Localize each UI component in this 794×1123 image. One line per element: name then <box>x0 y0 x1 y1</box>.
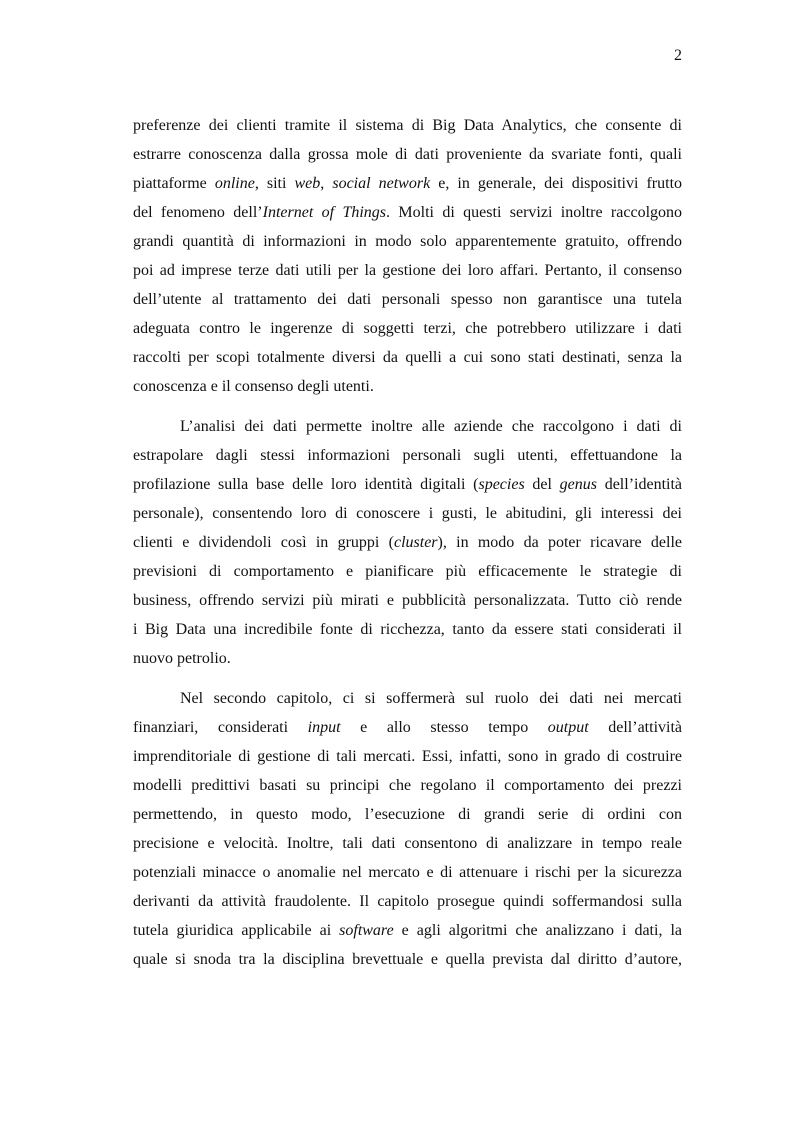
text-line <box>133 285 682 314</box>
text-run: ), in modo da poter ricavare delle <box>437 534 682 551</box>
text-line <box>133 829 682 858</box>
text-line <box>133 887 682 916</box>
text-run: clienti e dividendoli così in gruppi ( <box>133 534 394 551</box>
page-number: 2 <box>674 47 682 64</box>
text-line <box>133 771 682 800</box>
text-run: potenziali minacce o anomalie nel mercato e di attenuare i rischi per la sicurezza <box>133 864 682 881</box>
text-line <box>133 713 682 742</box>
paragraph <box>133 111 682 401</box>
text-line <box>133 945 682 974</box>
text-line <box>133 557 682 586</box>
text-run: dell’identità <box>596 476 683 493</box>
text-run: precisione e velocità. Inoltre, tali dati consentono di analizzare in tempo reale <box>133 835 682 852</box>
text-line <box>133 111 682 140</box>
text-run: poi ad imprese terze dati utili per la gestione dei loro affari. Pertanto, il consenso <box>133 262 682 279</box>
text-line <box>133 742 682 771</box>
text-run: preferenze dei clienti tramite il sistema di Big Data Analytics, che consente di <box>133 117 682 134</box>
text-line <box>133 412 682 441</box>
text-line <box>133 441 682 470</box>
paragraph <box>133 412 682 673</box>
text-line <box>133 586 682 615</box>
text-run: profilazione sulla base delle loro identità digitali ( <box>133 476 479 493</box>
text-line <box>133 528 682 557</box>
text-line <box>133 684 682 713</box>
text-line <box>133 916 682 945</box>
text-run: adeguata contro le ingerenze di soggetti terzi, che potrebbero utilizzare i dati <box>133 320 682 337</box>
text-run: estrarre conoscenza dalla grossa mole di dati proveniente da svariate fonti, quali <box>133 146 682 163</box>
text-line <box>133 256 682 285</box>
text-run: imprenditoriale di gestione di tali mercati. Essi, infatti, sono in grado di costruire <box>133 748 682 765</box>
text-run: business, offrendo servizi più mirati e pubblicità personalizzata. Tutto ciò rende <box>133 592 682 609</box>
text-run: e allo stesso tempo <box>340 719 548 736</box>
italic-term: online <box>214 175 255 192</box>
text-run: quale si snoda tra la disciplina brevettuale e quella prevista dal diritto d’autore, <box>133 951 682 968</box>
text-run: previsioni di comportamento e pianificare più efficacemente le strategie di <box>133 563 682 580</box>
text-run: . Molti di questi servizi inoltre raccolgono <box>386 204 683 221</box>
text-run: dell’utente al trattamento dei dati personali spesso non garantisce una tutela <box>133 291 682 308</box>
text-run: estrapolare dagli stessi informazioni personali sugli utenti, effettuandone la <box>133 447 682 464</box>
text-line <box>133 198 682 227</box>
text-run: personale), consentendo loro di conoscere i gusti, le abitudini, gli interessi dei <box>133 505 682 522</box>
text-line <box>133 615 682 644</box>
text-run: conoscenza e il consenso degli utenti. <box>133 378 374 395</box>
text-run: L’analisi dei dati permette inoltre alle aziende che raccolgono i dati di <box>180 418 682 435</box>
text-run: piattaforme <box>133 175 215 192</box>
text-line <box>133 227 682 256</box>
text-line <box>133 343 682 372</box>
text-run: nuovo petrolio. <box>133 650 231 667</box>
text-run: tutela giuridica applicabile ai <box>133 922 340 939</box>
text-line <box>133 140 682 169</box>
text-run: permettendo, in questo modo, l’esecuzione di grandi serie di ordini con <box>133 806 682 823</box>
text-run: dell’attività <box>588 719 683 736</box>
text-run: e, in generale, dei dispositivi frutto <box>430 175 683 192</box>
italic-term: species <box>478 476 525 493</box>
italic-term: genus <box>559 476 597 493</box>
body-text <box>133 111 682 974</box>
text-line <box>133 858 682 887</box>
italic-term: web <box>294 175 321 192</box>
italic-term: software <box>339 922 394 939</box>
text-run: del fenomeno dell’ <box>133 204 263 221</box>
text-line <box>133 499 682 528</box>
italic-term: social network <box>332 175 431 192</box>
text-run: del <box>524 476 560 493</box>
text-run: Nel secondo capitolo, ci si soffermerà sul ruolo dei dati nei mercati <box>180 690 682 707</box>
text-line <box>133 470 682 499</box>
text-run: grandi quantità di informazioni in modo solo apparentemente gratuito, offrendo <box>133 233 682 250</box>
text-line <box>133 644 682 673</box>
italic-term: cluster <box>393 534 438 551</box>
text-run: raccolti per scopi totalmente diversi da quelli a cui sono stati destinati, senza la <box>133 349 682 366</box>
text-run: , siti <box>254 175 295 192</box>
italic-term: output <box>547 719 589 736</box>
italic-term: Internet of Things <box>262 204 387 221</box>
text-run: i Big Data una incredibile fonte di ricchezza, tanto da essere stati considerati il <box>133 621 682 638</box>
text-run: finanziari, considerati <box>133 719 308 736</box>
text-line <box>133 800 682 829</box>
paragraph <box>133 684 682 974</box>
text-line <box>133 372 682 401</box>
italic-term: input <box>307 719 341 736</box>
text-run: e agli algoritmi che analizzano i dati, la <box>393 922 682 939</box>
text-line <box>133 169 682 198</box>
text-run: derivanti da attività fraudolente. Il capitolo prosegue quindi soffermandosi sulla <box>133 893 682 910</box>
text-run: modelli predittivi basati su principi che regolano il comportamento dei prezzi <box>133 777 682 794</box>
text-run: , <box>320 175 333 192</box>
text-line <box>133 314 682 343</box>
